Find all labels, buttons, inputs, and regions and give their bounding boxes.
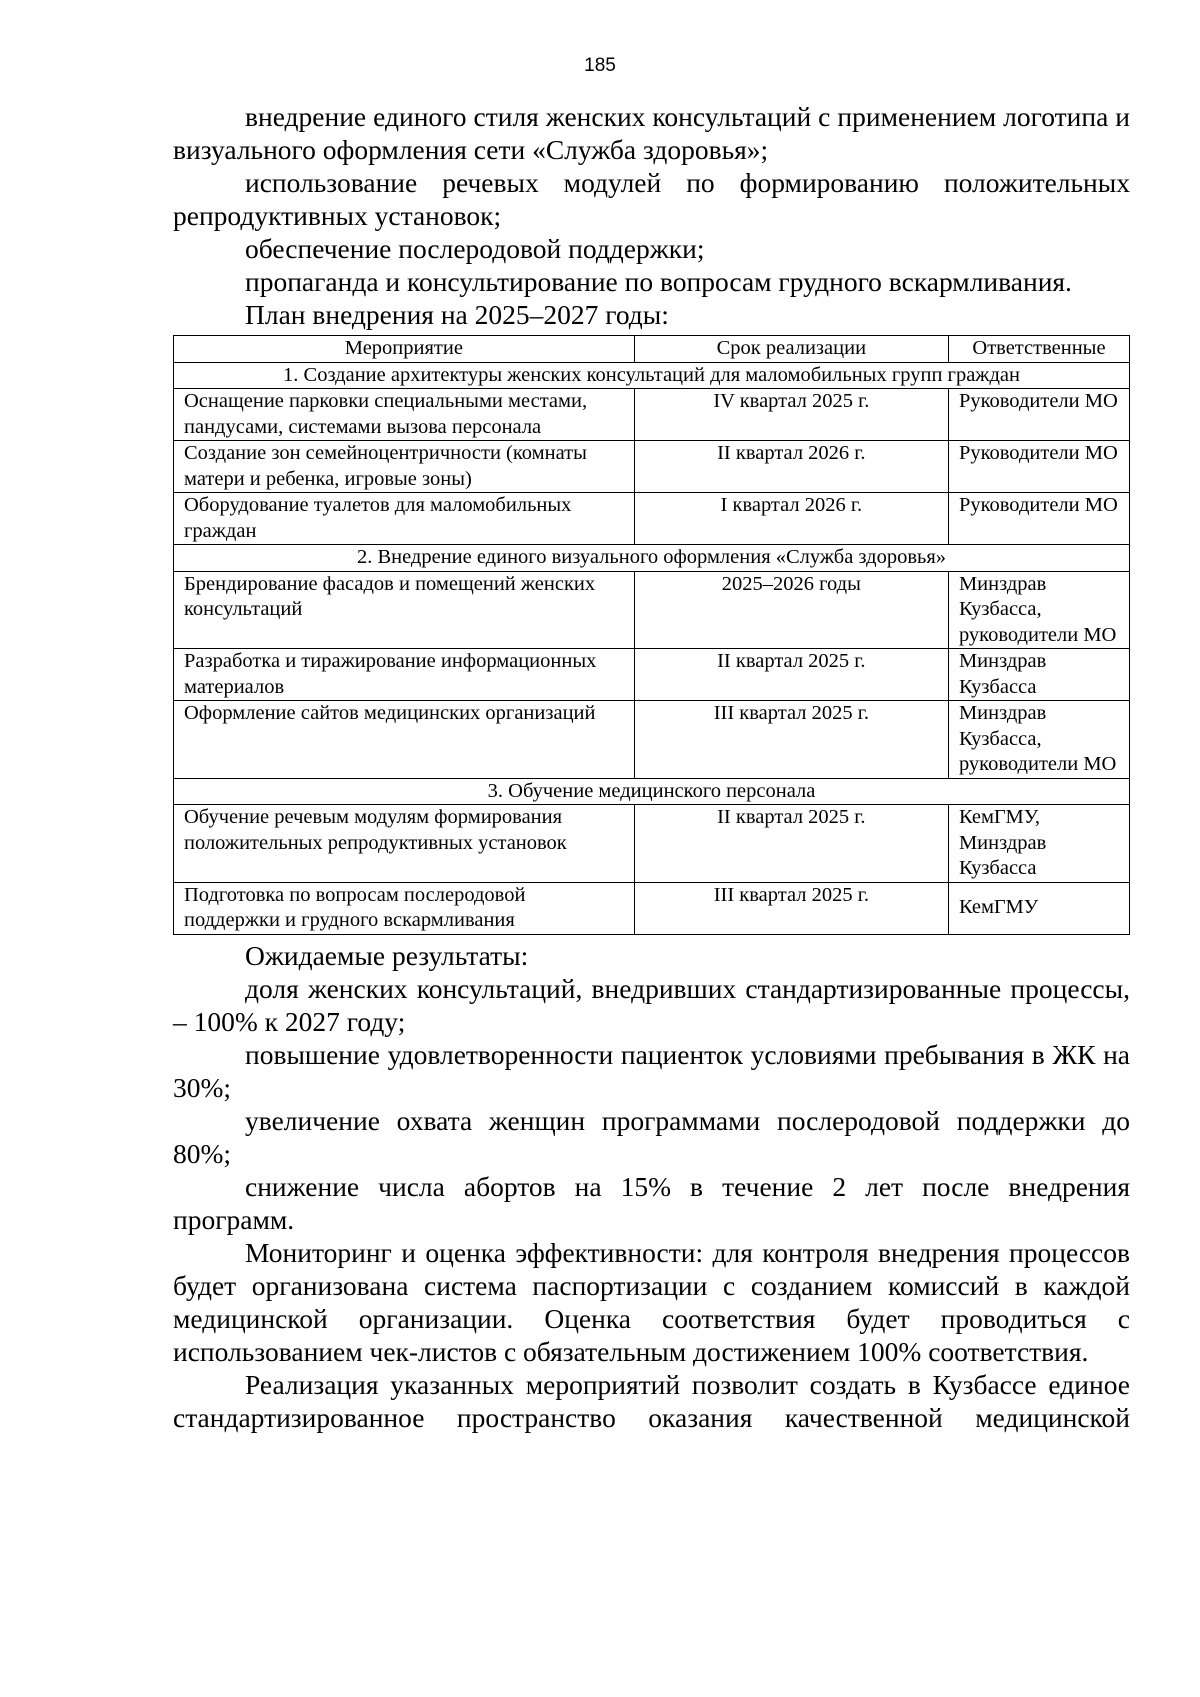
header-event: Мероприятие (174, 336, 635, 363)
section-title: 2. Внедрение единого визуального оформления «Служба здоровья» (174, 545, 1130, 572)
cell-deadline: III квартал 2025 г. (634, 882, 948, 934)
plan-heading: План внедрения на 2025–2027 годы: (245, 299, 669, 330)
cell-event: Брендирование фасадов и помещений женских консультаций (174, 571, 635, 649)
cell-responsible: КемГМУ (948, 882, 1129, 934)
result-paragraph: доля женских консультаций, внедривших стандартизированные процессы, – 100% к 2027 году; (173, 972, 1130, 1037)
monitoring-paragraph: Мониторинг и оценка эффективности: для контроля внедрения процессов будет организована система паспортизации с созданием комиссий в каждой медицинской организации. Оценка соответствия будет проводиться с использованием чек-листов с обязательным достижением 100% соответствия. (173, 1236, 1130, 1367)
document-body (173, 100, 1130, 1434)
cell-deadline: 2025–2026 годы (634, 571, 948, 649)
cell-deadline: II квартал 2026 г. (634, 441, 948, 493)
cell-deadline: II квартал 2025 г. (634, 805, 948, 883)
cell-responsible: Руководители МО (948, 441, 1129, 493)
table-header-row (174, 336, 1130, 363)
conclusion-paragraph: Реализация указанных мероприятий позволит создать в Кузбассе единое стандартизированное пространство оказания качественной медицинской (173, 1368, 1130, 1433)
cell-event: Оснащение парковки специальными местами, пандусами, системами вызова персонала (174, 389, 635, 441)
cell-event: Оборудование туалетов для маломобильных граждан (174, 493, 635, 545)
cell-deadline: IV квартал 2025 г. (634, 389, 948, 441)
table-row (174, 389, 1130, 441)
cell-deadline: II квартал 2025 г. (634, 649, 948, 701)
cell-responsible: Минздрав Кузбасса (948, 649, 1129, 701)
intro-paragraph: обеспечение послеродовой поддержки; (245, 233, 705, 264)
cell-deadline: I квартал 2026 г. (634, 493, 948, 545)
result-paragraph: увеличение охвата женщин программами послеродовой поддержки до 80%; (173, 1104, 1130, 1169)
cell-responsible: Руководители МО (948, 389, 1129, 441)
cell-responsible: Минздрав Кузбасса, руководители МО (948, 701, 1129, 779)
cell-deadline: III квартал 2025 г. (634, 701, 948, 779)
cell-event: Обучение речевым модулям формирования положительных репродуктивных установок (174, 805, 635, 883)
result-paragraph: снижение числа абортов на 15% в течение 2 лет после внедрения программ. (173, 1170, 1130, 1235)
header-deadline: Срок реализации (634, 336, 948, 363)
cell-event: Разработка и тиражирование информационных материалов (174, 649, 635, 701)
table-row (174, 701, 1130, 779)
section-title: 3. Обучение медицинского персонала (174, 778, 1130, 805)
table-row (174, 882, 1130, 934)
intro-paragraph: использование речевых модулей по формированию положительных репродуктивных установок; (173, 167, 1130, 231)
section-title: 1. Создание архитектуры женских консультаций для маломобильных групп граждан (174, 362, 1130, 389)
header-responsible: Ответственные (948, 336, 1129, 363)
cell-responsible: Руководители МО (948, 493, 1129, 545)
cell-responsible: КемГМУ, Минздрав Кузбасса (948, 805, 1129, 883)
table-row (174, 441, 1130, 493)
table-row (174, 493, 1130, 545)
intro-paragraph: внедрение единого стиля женских консультаций с применением логотипа и визуального оформления сети «Служба здоровья»; (173, 101, 1130, 165)
table-row (174, 805, 1130, 883)
cell-responsible: Минздрав Кузбасса, руководители МО (948, 571, 1129, 649)
table-row (174, 649, 1130, 701)
section-row (174, 778, 1130, 805)
section-row (174, 362, 1130, 389)
page-number: 185 (584, 55, 616, 76)
cell-event: Подготовка по вопросам послеродовой поддержки и грудного вскармливания (174, 882, 635, 934)
implementation-plan-table (173, 335, 1130, 935)
cell-event: Оформление сайтов медицинских организаций (174, 701, 635, 779)
cell-event: Создание зон семейноцентричности (комнаты матери и ребенка, игровые зоны) (174, 441, 635, 493)
results-heading: Ожидаемые результаты: (245, 939, 529, 971)
result-paragraph: повышение удовлетворенности пациенток условиями пребывания в ЖК на 30%; (173, 1038, 1130, 1103)
table-row (174, 571, 1130, 649)
section-row (174, 545, 1130, 572)
intro-paragraph: пропаганда и консультирование по вопросам грудного вскармливания. (245, 266, 1072, 297)
